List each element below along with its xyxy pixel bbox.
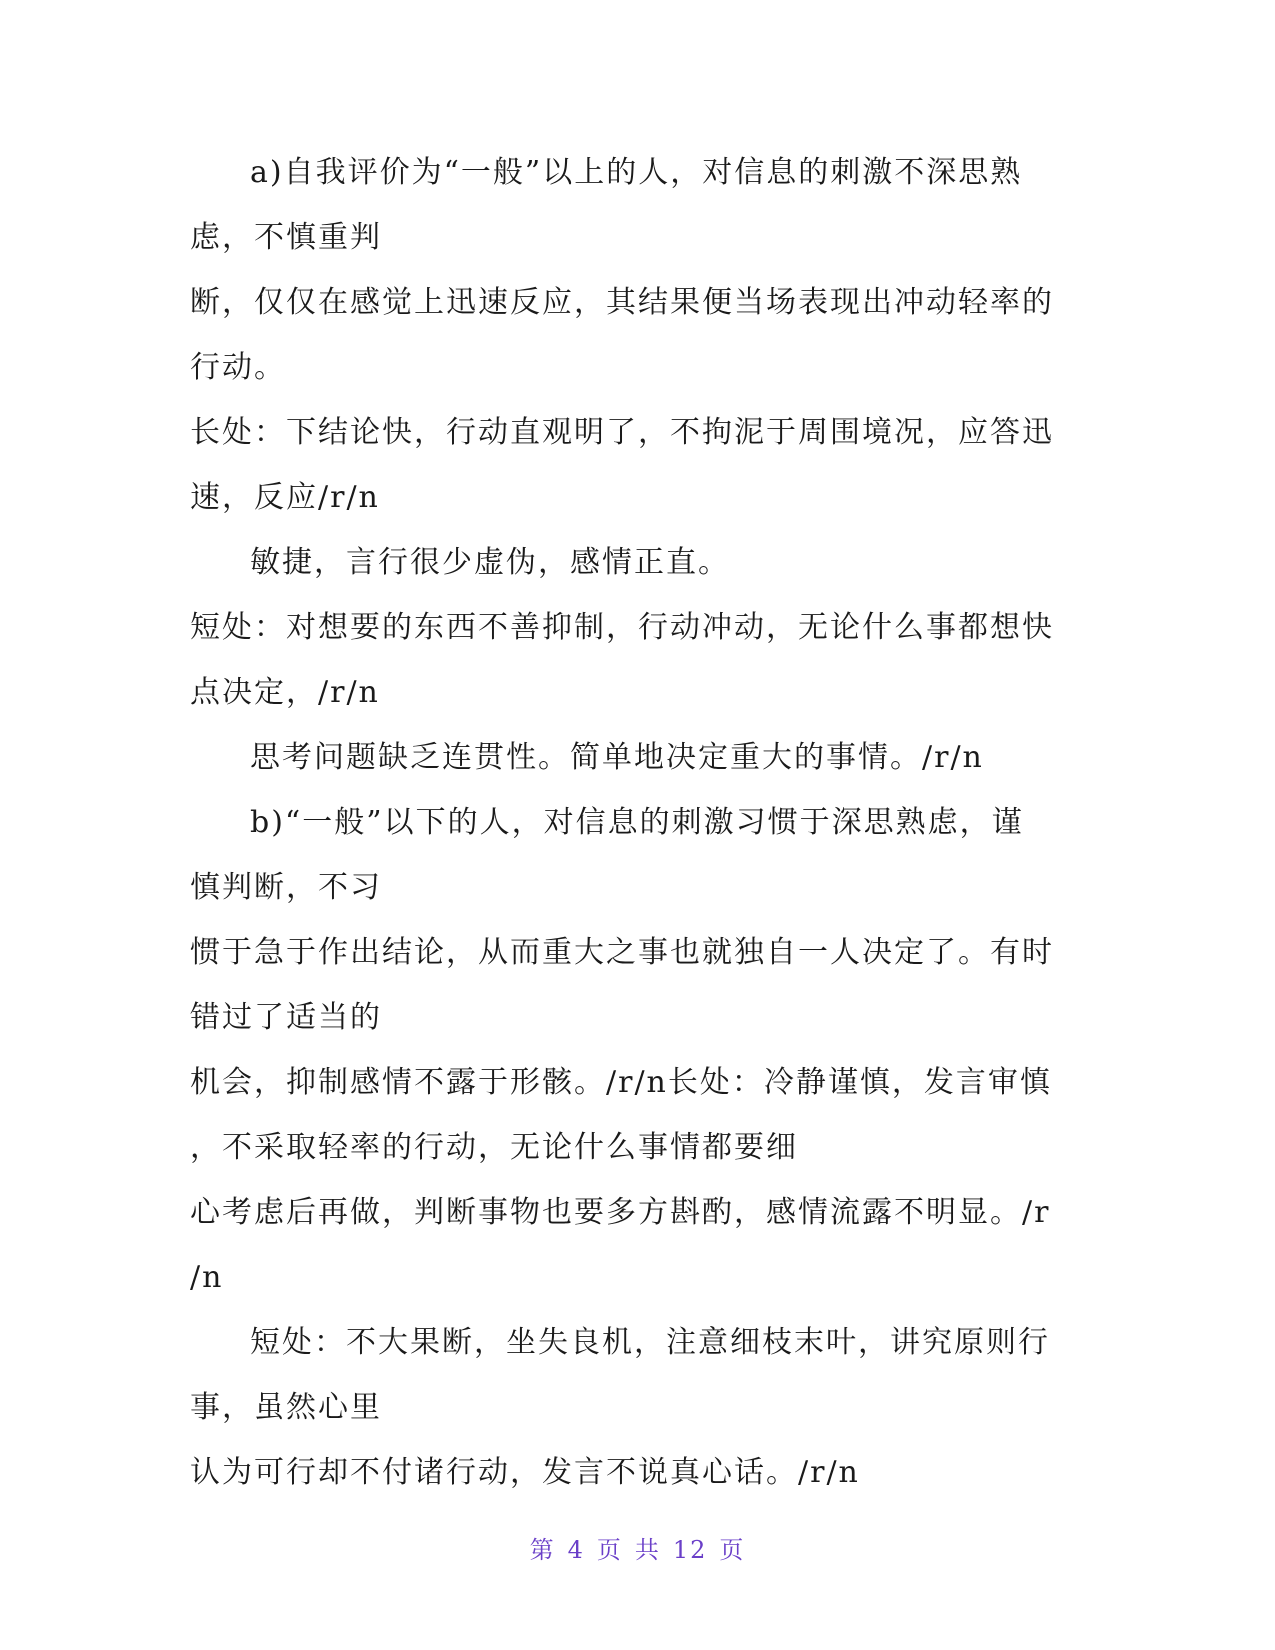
footer-prefix: 第 <box>529 1536 556 1564</box>
footer-total-prefix: 共 <box>634 1536 661 1564</box>
paragraph-line: 行动。 <box>190 350 286 385</box>
footer-total-pages: 12 <box>672 1536 708 1564</box>
paragraph-line: ，不采取轻率的行动，无论什么事情都要细 <box>190 1130 798 1165</box>
paragraph-line: b)“一般”以下的人，对信息的刺激习惯于深思熟虑，谨 <box>250 805 1024 840</box>
paragraph-line: 虑，不慎重判 <box>190 220 382 255</box>
paragraph-line: 短处：对想要的东西不善抑制，行动冲动，无论什么事都想快 <box>190 610 1054 645</box>
footer-page-label: 页 <box>596 1536 623 1564</box>
document-body <box>190 140 1090 1505</box>
paragraph-line: 速，反应/r/n <box>190 480 380 515</box>
paragraph-line: 长处：下结论快，行动直观明了，不拘泥于周围境况，应答迅 <box>190 415 1054 450</box>
paragraph-line: 认为可行却不付诸行动，发言不说真心话。/r/n <box>190 1455 860 1490</box>
paragraph-line: 惯于急于作出结论，从而重大之事也就独自一人决定了。有时 <box>190 935 1054 970</box>
paragraph-line: 思考问题缺乏连贯性。简单地决定重大的事情。/r/n <box>250 740 984 775</box>
paragraph-line: 慎判断，不习 <box>190 870 382 905</box>
paragraph-line: 心考虑后再做，判断事物也要多方斟酌，感情流露不明显。/r <box>190 1195 1051 1230</box>
paragraph-line: 敏捷，言行很少虚伪，感情正直。 <box>250 545 730 580</box>
paragraph-line: a)自我评价为“一般”以上的人，对信息的刺激不深思熟 <box>250 155 1023 190</box>
paragraph-line: 错过了适当的 <box>190 1000 382 1035</box>
paragraph-line: 短处：不大果断，坐失良机，注意细枝末叶，讲究原则行 <box>250 1325 1050 1360</box>
paragraph-line: 事，虽然心里 <box>190 1390 382 1425</box>
paragraph-line: 断，仅仅在感觉上迅速反应，其结果便当场表现出冲动轻率的 <box>190 285 1054 320</box>
paragraph-line: 点决定，/r/n <box>190 675 380 710</box>
paragraph-line: /n <box>190 1260 224 1295</box>
page-footer <box>0 1530 1275 1565</box>
paragraph-line: 机会，抑制感情不露于形骸。/r/n长处：冷静谨慎，发言审慎 <box>190 1065 1052 1100</box>
footer-total-label: 页 <box>719 1536 746 1564</box>
footer-current-page: 4 <box>567 1536 585 1564</box>
